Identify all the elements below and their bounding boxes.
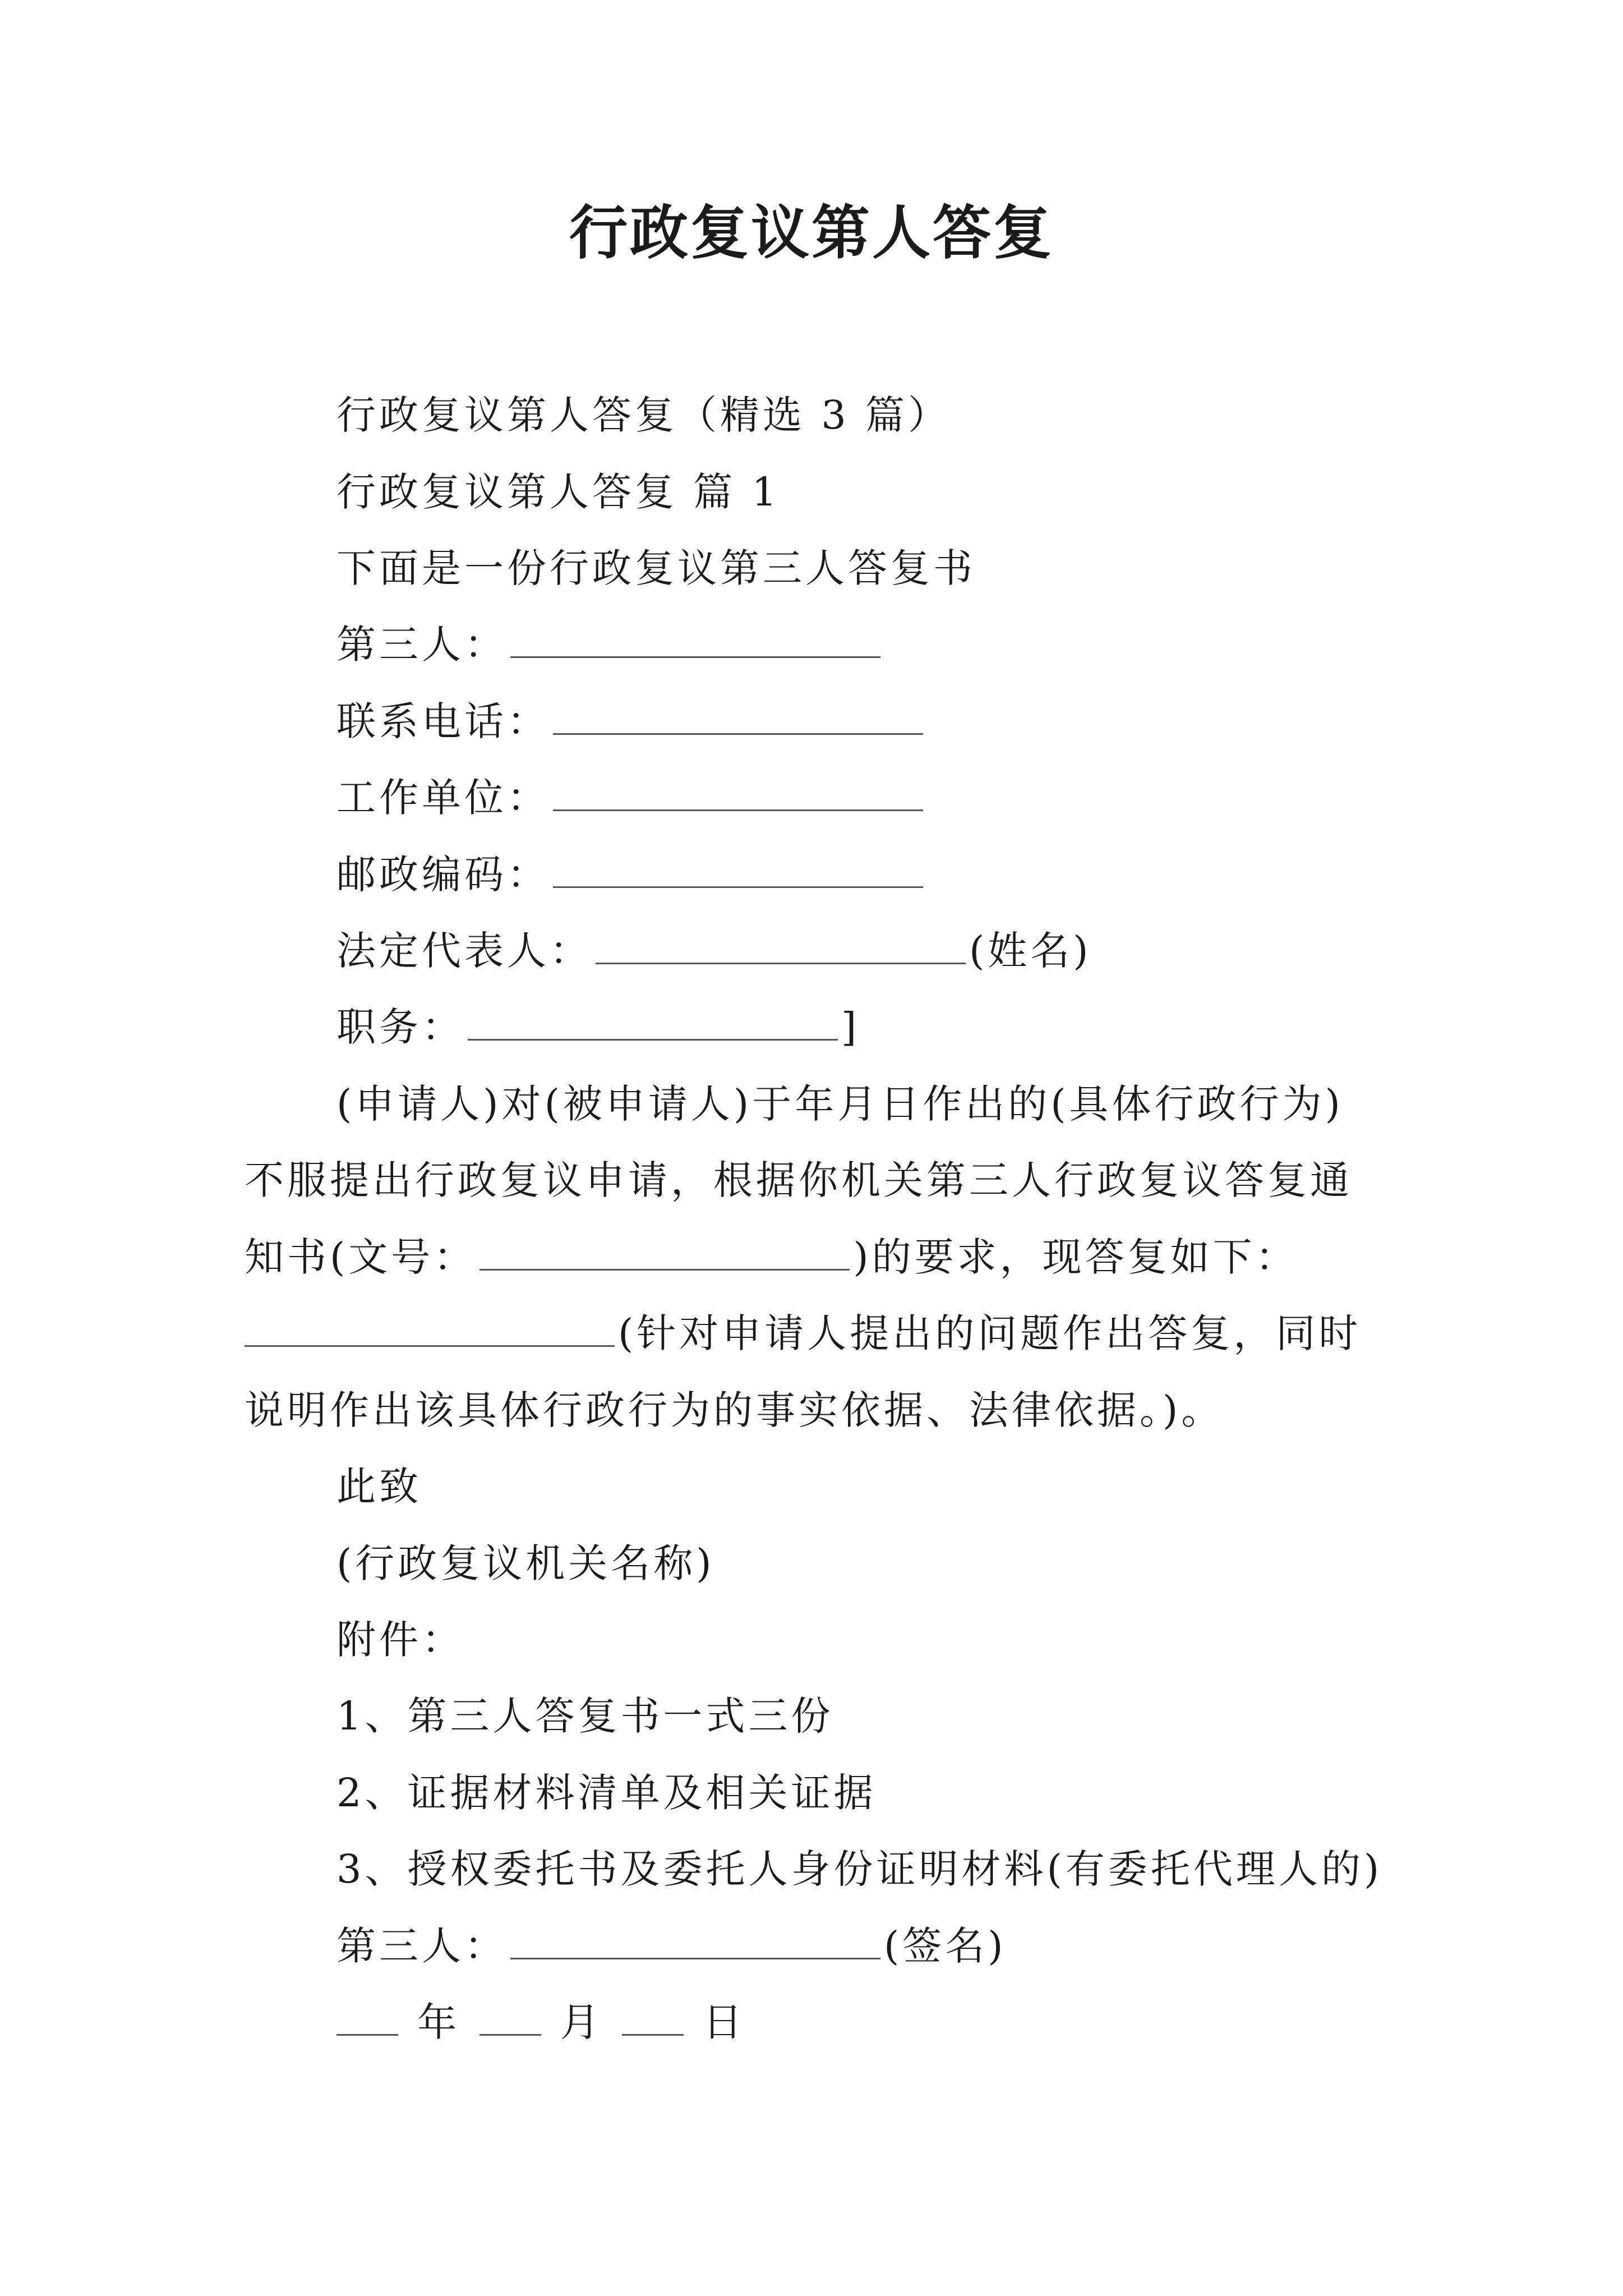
reply-instruction: (针对申请人提出的问题作出答复，同时 [618,1310,1362,1356]
signature-suffix: (签名) [884,1923,1007,1969]
day-blank [622,1999,684,2036]
third-party-blank [510,622,880,658]
workplace-label: 工作单位： [336,775,550,821]
part-heading: 行政复议第人答复 篇 1 [336,469,781,515]
attachments-label: 附件： [336,1617,464,1663]
year-blank [336,1999,398,2036]
postcode-field [336,849,926,900]
date-field [336,1997,745,2047]
postcode-blank [553,852,923,888]
legal-rep-label: 法定代表人： [336,928,592,974]
day-label: 日 [703,1999,746,2045]
phone-field [336,696,926,747]
reply-blank [245,1310,615,1347]
subtitle: 行政复议第人答复（精选 3 篇） [336,392,951,438]
attachment-item: 1、第三人答复书一式三份 [336,1693,834,1739]
doc-number-suffix: )的要求，现答复如下： [853,1234,1298,1280]
third-party-label: 第三人： [336,622,507,668]
position-label: 职务： [336,1004,464,1050]
signature-blank [510,1923,880,1959]
month-label: 月 [560,1999,603,2045]
body-para-line: 说明作出该具体行政行为的事实依据、法律依据。)。 [245,1387,1224,1433]
authority-name: (行政复议机关名称) [336,1540,715,1586]
legal-rep-suffix: (姓名) [969,928,1092,974]
third-party-field [336,619,884,670]
position-blank [468,1004,838,1041]
intro-line: 下面是一份行政复议第三人答复书 [336,545,976,591]
postcode-label: 邮政编码： [336,852,550,898]
doc-number-blank [479,1234,850,1271]
attachment-item: 2、证据材料清单及相关证据 [336,1770,877,1816]
workplace-blank [553,775,923,811]
legal-rep-blank [596,928,966,964]
phone-label: 联系电话： [336,698,550,744]
doc-number-prefix: 知书(文号： [245,1234,477,1280]
attachment-item: 3、授权委托书及委托人身份证明材料(有委托代理人的) [336,1846,1383,1892]
workplace-field [336,772,926,823]
position-suffix: ] [841,1004,860,1050]
regards: 此致 [336,1464,422,1510]
signature-label: 第三人： [336,1923,507,1969]
phone-blank [553,698,923,735]
month-blank [479,1999,541,2036]
document-title: 行政复议第人答复 [569,198,1054,267]
legal-rep-field [336,926,1092,976]
body-para-line [245,1308,1361,1359]
body-para-line [245,1232,1298,1282]
signature-field [336,1921,1007,1971]
year-label: 年 [417,1999,460,2045]
body-para-line: 不服提出行政复议申请，根据你机关第三人行政复议答复通 [245,1157,1353,1203]
body-para-line: (申请人)对(被申请人)于年月日作出的(具体行政行为) [336,1081,1344,1127]
position-field [336,1002,860,1052]
